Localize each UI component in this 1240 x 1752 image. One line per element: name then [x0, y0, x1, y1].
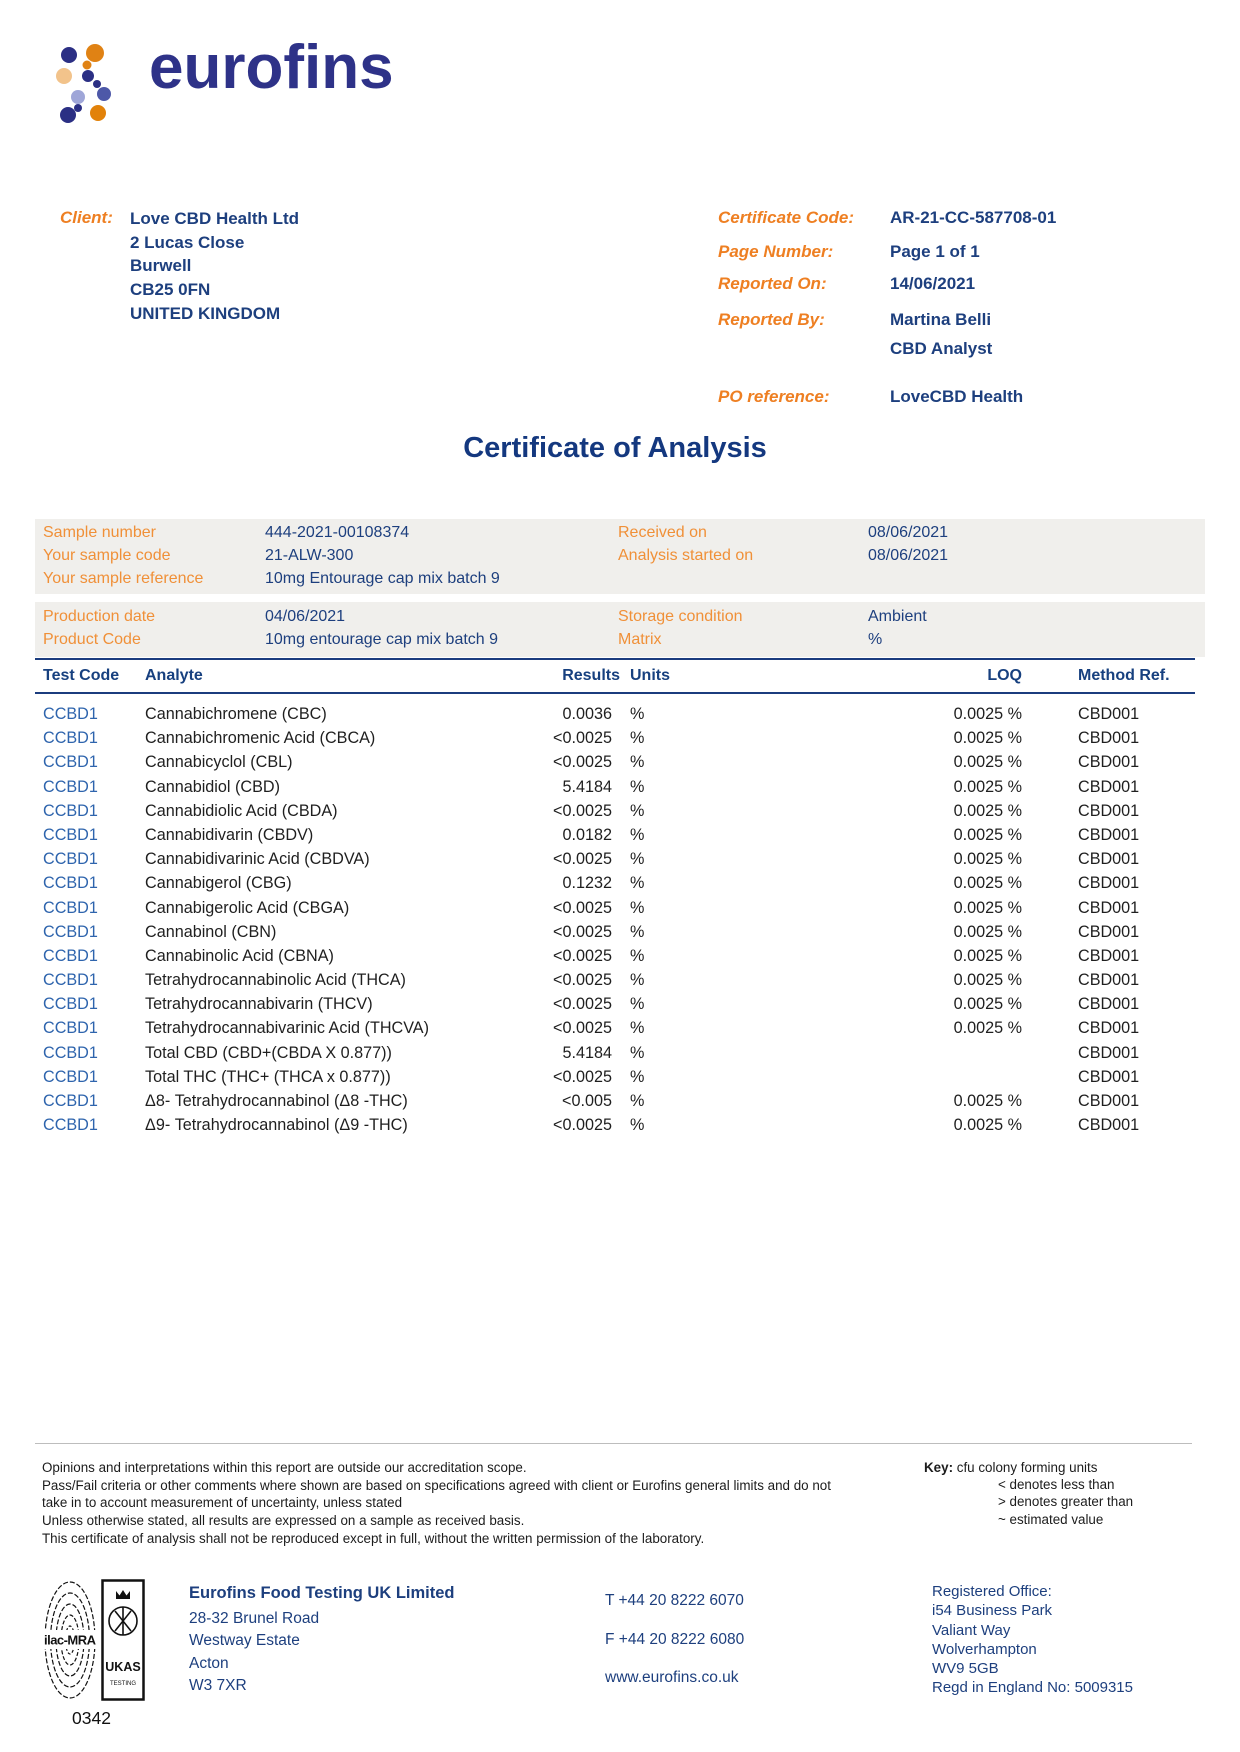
sample-info-row — [35, 544, 1205, 567]
company-address-lines — [189, 1608, 455, 1698]
info-value: 08/06/2021 — [868, 547, 949, 564]
info-label: Received on — [618, 524, 707, 541]
cell-loq: 0.0025 % — [953, 1092, 1022, 1110]
cell-unit: % — [630, 898, 645, 917]
info-value — [868, 567, 1205, 590]
info-value: 04/06/2021 — [265, 608, 346, 625]
cell-analyte: Δ8- Tetrahydrocannabinol (Δ8 -THC) — [145, 1092, 408, 1110]
fax-number: F +44 20 8222 6080 — [605, 1630, 745, 1648]
cell-unit: % — [630, 705, 645, 723]
ukas-testing-logo-icon — [101, 1579, 145, 1706]
info-value: 08/06/2021 — [868, 524, 949, 541]
cell-result: <0.005 — [562, 1092, 612, 1110]
client-address-line: CB25 0FN — [130, 280, 211, 300]
cell-result: <0.0025 — [553, 1116, 612, 1135]
cell-unit: % — [630, 1092, 645, 1110]
table-row — [35, 968, 1195, 992]
key-label: Key: — [924, 1460, 954, 1475]
po-reference-label: PO reference: — [718, 387, 830, 406]
cell-method-ref: CBD001 — [1078, 850, 1140, 869]
cell-loq: 0.0025 % — [953, 801, 1022, 820]
cell-result: <0.0025 — [553, 753, 612, 772]
cell-result: 5.4184 — [562, 1043, 612, 1062]
registered-office-line: Wolverhampton — [932, 1640, 1037, 1658]
cell-method-ref: CBD001 — [1078, 705, 1140, 723]
cell-test-code: CCBD1 — [43, 946, 98, 965]
cell-test-code: CCBD1 — [43, 850, 98, 869]
cell-analyte: Δ9- Tetrahydrocannabinol (Δ9 -THC) — [145, 1116, 408, 1135]
table-row — [35, 1113, 1195, 1137]
registered-office-line: WV9 5GB — [932, 1660, 999, 1678]
cell-loq: 0.0025 % — [953, 729, 1022, 748]
info-label: Production date — [43, 608, 156, 625]
cell-method-ref: CBD001 — [1078, 995, 1140, 1014]
cell-analyte: Cannabichromenic Acid (CBCA) — [145, 729, 376, 748]
client-address — [130, 207, 299, 326]
info-value: Ambient — [868, 608, 927, 625]
table-row — [35, 896, 1195, 920]
cell-unit: % — [630, 971, 645, 990]
registered-office-block — [932, 1582, 1133, 1698]
website-url: www.eurofins.co.uk — [605, 1669, 739, 1686]
table-row — [35, 750, 1195, 774]
cell-analyte: Tetrahydrocannabinolic Acid (THCA) — [145, 971, 406, 990]
cell-result: 0.0036 — [562, 705, 612, 723]
certificate-code-value: AR-21-CC-587708-01 — [890, 208, 1057, 227]
key-item: > denotes greater than — [998, 1494, 1134, 1510]
cell-analyte: Cannabigerol (CBG) — [145, 874, 292, 893]
cell-analyte: Cannabigerolic Acid (CBGA) — [145, 898, 350, 917]
cell-test-code: CCBD1 — [43, 705, 98, 723]
cell-unit: % — [630, 1116, 645, 1135]
table-row — [35, 1041, 1195, 1065]
cell-result: <0.0025 — [553, 922, 612, 941]
client-label: Client: — [60, 208, 113, 227]
cell-test-code: CCBD1 — [43, 971, 98, 990]
eurofins-logo — [55, 33, 475, 133]
cell-method-ref: CBD001 — [1078, 946, 1140, 965]
results-table-header — [35, 658, 1195, 694]
cell-analyte: Total CBD (CBD+(CBDA X 0.877)) — [145, 1043, 392, 1062]
header-results: Results — [562, 667, 620, 684]
cell-result: 0.1232 — [562, 874, 612, 893]
svg-text:TESTING: TESTING — [109, 1681, 137, 1687]
cell-loq: 0.0025 % — [953, 850, 1022, 869]
key-items — [998, 1476, 1133, 1528]
cell-method-ref: CBD001 — [1078, 1043, 1140, 1062]
sample-info-row — [35, 521, 1205, 544]
key-block — [924, 1459, 1133, 1528]
certificate-code-label: Certificate Code: — [718, 208, 855, 227]
registered-office-line: i54 Business Park — [932, 1602, 1053, 1620]
disclaimer-line: This certificate of analysis shall not be reproduced except in full, without the written permission of the laboratory. — [42, 1530, 705, 1546]
cell-test-code: CCBD1 — [43, 1019, 98, 1038]
info-label: Sample number — [43, 524, 156, 541]
cell-loq: 0.0025 % — [953, 777, 1022, 796]
table-row — [35, 1065, 1195, 1089]
client-address-line: Burwell — [130, 256, 192, 276]
cell-method-ref: CBD001 — [1078, 777, 1140, 796]
meta-po-reference — [718, 387, 1024, 409]
disclaimer-text — [42, 1459, 831, 1548]
sample-info-row — [35, 628, 1205, 651]
cell-method-ref: CBD001 — [1078, 729, 1140, 748]
cell-result: <0.0025 — [553, 1067, 612, 1086]
meta-certificate-code — [718, 208, 1057, 230]
cell-loq: 0.0025 % — [953, 874, 1022, 893]
cell-loq: 0.0025 % — [953, 995, 1022, 1014]
cell-test-code: CCBD1 — [43, 1043, 98, 1062]
table-row — [35, 775, 1195, 799]
info-value: 21-ALW-300 — [265, 547, 354, 564]
info-label — [618, 567, 868, 590]
company-name: Eurofins Food Testing UK Limited — [189, 1584, 455, 1602]
meta-reported-on — [718, 274, 976, 296]
info-value: 10mg entourage cap mix batch 9 — [265, 631, 499, 648]
disclaimer-line: Opinions and interpretations within this report are outside our accreditation scope. — [42, 1460, 527, 1475]
page-number-value: Page 1 of 1 — [890, 242, 980, 261]
registered-office-line: Registered Office: — [932, 1583, 1052, 1600]
contact-block — [605, 1582, 744, 1698]
cell-analyte: Cannabinolic Acid (CBNA) — [145, 946, 334, 965]
cell-test-code: CCBD1 — [43, 922, 98, 941]
cell-unit: % — [630, 753, 645, 772]
cell-loq: 0.0025 % — [953, 825, 1022, 844]
cell-result: <0.0025 — [553, 898, 612, 917]
table-row — [35, 726, 1195, 750]
registered-office-line: Regd in England No: 5009315 — [932, 1679, 1133, 1697]
meta-page-number — [718, 242, 980, 264]
cell-method-ref: CBD001 — [1078, 1116, 1140, 1135]
cell-result: <0.0025 — [553, 729, 612, 748]
company-address-block — [189, 1582, 455, 1698]
cell-loq: 0.0025 % — [953, 922, 1022, 941]
header-loq: LOQ — [987, 667, 1022, 684]
cell-loq: 0.0025 % — [953, 971, 1022, 990]
page-number-label: Page Number: — [718, 242, 834, 261]
table-row — [35, 799, 1195, 823]
cell-loq: 0.0025 % — [953, 1019, 1022, 1038]
key-cfu-line: cfu colony forming units — [956, 1460, 1098, 1475]
cell-method-ref: CBD001 — [1078, 874, 1140, 893]
cell-test-code: CCBD1 — [43, 777, 98, 796]
footer-divider — [35, 1443, 1192, 1444]
info-value: 10mg Entourage cap mix batch 9 — [265, 570, 500, 587]
cell-loq: 0.0025 % — [953, 753, 1022, 772]
company-address-line: W3 7XR — [189, 1677, 247, 1694]
cell-method-ref: CBD001 — [1078, 898, 1140, 917]
cell-test-code: CCBD1 — [43, 801, 98, 820]
cell-test-code: CCBD1 — [43, 898, 98, 917]
cell-unit: % — [630, 995, 645, 1014]
cell-method-ref: CBD001 — [1078, 1019, 1140, 1038]
cell-result: 0.0182 — [562, 825, 612, 844]
cell-unit: % — [630, 946, 645, 965]
cell-result: <0.0025 — [553, 1019, 612, 1038]
table-row — [35, 702, 1195, 726]
cell-result: <0.0025 — [553, 946, 612, 965]
header-units: Units — [630, 667, 670, 684]
cell-test-code: CCBD1 — [43, 825, 98, 844]
info-label: Your sample reference — [43, 570, 204, 587]
cell-unit: % — [630, 825, 645, 844]
cell-test-code: CCBD1 — [43, 995, 98, 1014]
cell-test-code: CCBD1 — [43, 1116, 98, 1135]
info-label: Your sample code — [43, 547, 171, 564]
reported-by-value: Martina Belli — [890, 310, 992, 329]
reported-by-role: CBD Analyst — [890, 339, 993, 358]
cell-test-code: CCBD1 — [43, 729, 98, 748]
cell-analyte: Cannabinol (CBN) — [145, 922, 277, 941]
cell-loq: 0.0025 % — [953, 946, 1022, 965]
cell-test-code: CCBD1 — [43, 1067, 98, 1086]
cell-unit: % — [630, 1019, 645, 1038]
cell-method-ref: CBD001 — [1078, 801, 1140, 820]
client-address-line: 2 Lucas Close — [130, 232, 245, 252]
cell-loq: 0.0025 % — [953, 1116, 1022, 1135]
cell-analyte: Tetrahydrocannabivarin (THCV) — [145, 995, 373, 1014]
accreditation-number: 0342 — [72, 1708, 111, 1728]
table-row — [35, 1016, 1195, 1040]
page-title: Certificate of Analysis — [463, 432, 767, 464]
sample-info-row — [35, 567, 1205, 590]
sample-info-row — [35, 605, 1205, 628]
cell-unit: % — [630, 1067, 645, 1086]
header-test-code: Test Code — [43, 667, 120, 684]
table-row — [35, 944, 1195, 968]
cell-analyte: Cannabichromene (CBC) — [145, 705, 327, 723]
cell-test-code: CCBD1 — [43, 1092, 98, 1110]
cell-analyte: Cannabicyclol (CBL) — [145, 753, 293, 772]
reported-on-value: 14/06/2021 — [890, 274, 976, 293]
cell-result: <0.0025 — [553, 801, 612, 820]
registered-office-line: Valiant Way — [932, 1621, 1011, 1639]
key-item: < denotes less than — [998, 1477, 1115, 1493]
meta-reported-by — [718, 310, 992, 332]
svg-text:UKAS: UKAS — [105, 1660, 141, 1674]
info-label: Storage condition — [618, 608, 743, 625]
key-item: ~ estimated value — [998, 1511, 1104, 1527]
header-analyte: Analyte — [145, 667, 203, 684]
info-value: % — [868, 631, 883, 648]
cell-result: <0.0025 — [553, 850, 612, 869]
eurofins-logo-text: eurofins — [149, 33, 394, 102]
sample-info-block-2 — [35, 602, 1205, 657]
reported-by-label: Reported By: — [718, 310, 825, 329]
eurofins-dots-icon — [55, 42, 145, 124]
cell-method-ref: CBD001 — [1078, 1067, 1140, 1086]
client-address-line: Love CBD Health Ltd — [130, 209, 300, 228]
cell-method-ref: CBD001 — [1078, 753, 1140, 772]
key-first-line — [924, 1459, 1133, 1476]
cell-analyte: Cannabidiol (CBD) — [145, 777, 280, 796]
svg-text:ilac-MRA: ilac-MRA — [44, 1632, 96, 1648]
cell-analyte: Tetrahydrocannabivarinic Acid (THCVA) — [145, 1019, 429, 1038]
cell-analyte: Cannabidiolic Acid (CBDA) — [145, 801, 338, 820]
info-value: 444-2021-00108374 — [265, 524, 410, 541]
results-table — [35, 658, 1195, 1137]
cell-method-ref: CBD001 — [1078, 825, 1140, 844]
cell-unit: % — [630, 1043, 645, 1062]
table-row — [35, 920, 1195, 944]
table-row — [35, 847, 1195, 871]
cell-result: <0.0025 — [553, 971, 612, 990]
reported-on-label: Reported On: — [718, 274, 827, 293]
phone-number: T +44 20 8222 6070 — [605, 1592, 744, 1609]
cell-result: <0.0025 — [553, 995, 612, 1014]
cell-analyte: Total THC (THC+ (THCA x 0.877)) — [145, 1067, 391, 1086]
cell-result: 5.4184 — [562, 777, 612, 796]
cell-analyte: Cannabidivarin (CBDV) — [145, 825, 314, 844]
client-address-line: UNITED KINGDOM — [130, 303, 281, 323]
sample-info-block-1 — [35, 519, 1205, 594]
disclaimer-line: Unless otherwise stated, all results are expressed on a sample as received basis. — [42, 1513, 525, 1529]
po-reference-value: LoveCBD Health — [890, 387, 1024, 406]
info-label: Analysis started on — [618, 547, 754, 564]
table-row — [35, 871, 1195, 895]
cell-unit: % — [630, 729, 645, 748]
info-label: Matrix — [618, 631, 662, 648]
company-address-line: Acton — [189, 1654, 229, 1672]
cell-method-ref: CBD001 — [1078, 971, 1140, 990]
cell-test-code: CCBD1 — [43, 753, 98, 772]
cell-loq: 0.0025 % — [953, 898, 1022, 917]
ilac-mra-logo-icon — [43, 1579, 97, 1706]
cell-unit: % — [630, 850, 645, 869]
company-address-line: 28-32 Brunel Road — [189, 1609, 320, 1627]
cell-loq: 0.0025 % — [953, 705, 1022, 723]
cell-method-ref: CBD001 — [1078, 1092, 1140, 1110]
cell-method-ref: CBD001 — [1078, 922, 1140, 941]
results-table-body — [35, 694, 1195, 1137]
table-row — [35, 992, 1195, 1016]
info-label: Product Code — [43, 631, 141, 648]
company-address-line: Westway Estate — [189, 1632, 300, 1649]
cell-analyte: Cannabidivarinic Acid (CBDVA) — [145, 850, 370, 869]
cell-test-code: CCBD1 — [43, 874, 98, 893]
table-row — [35, 1089, 1195, 1113]
cell-unit: % — [630, 922, 645, 941]
cell-unit: % — [630, 801, 645, 820]
table-row — [35, 823, 1195, 847]
header-method-ref: Method Ref. — [1078, 667, 1170, 684]
cell-unit: % — [630, 874, 645, 893]
disclaimer-line: Pass/Fail criteria or other comments where shown are based on specifications agreed with client or Eurofins general limits and do not — [42, 1477, 831, 1493]
cell-unit: % — [630, 777, 645, 796]
disclaimer-line: take in to account measurement of uncertainty, unless stated — [42, 1495, 403, 1511]
